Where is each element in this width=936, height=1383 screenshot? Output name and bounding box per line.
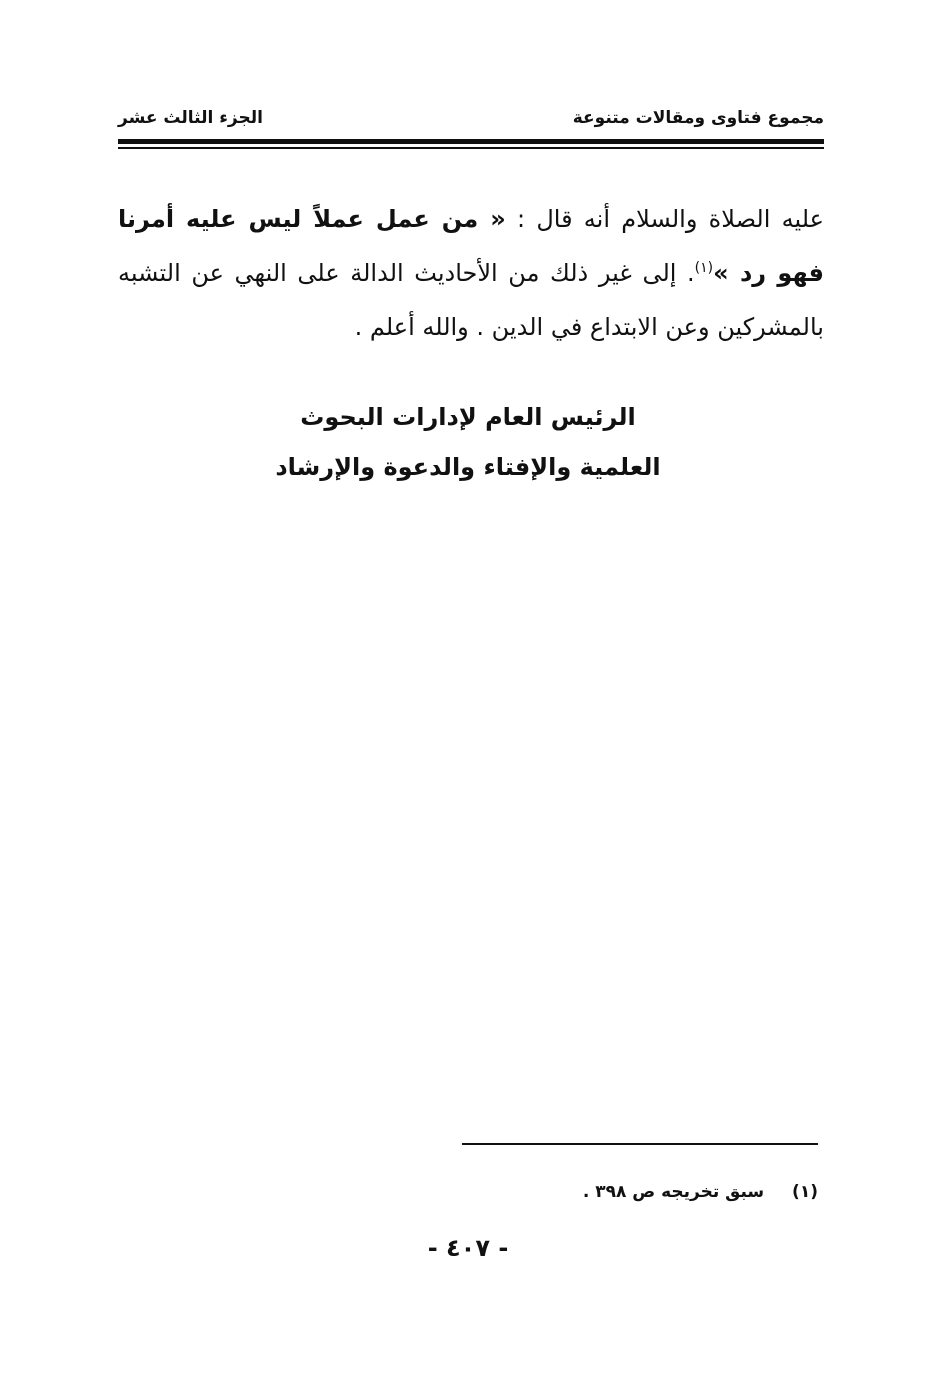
signature-line-1: الرئيس العام لإدارات البحوث (300, 403, 636, 431)
body-text-segment: عليه الصلاة والسلام أنه قال : (505, 205, 824, 233)
header-rule-thick (118, 139, 824, 144)
footnote-separator (462, 1143, 818, 1145)
running-header (118, 108, 824, 138)
book-title: مجموع فتاوى ومقالات متنوعة (572, 108, 824, 128)
body-text-segment: . إلى غير ذلك من الأحاديث الدالة على النهي عن التشبه بالمشركين وعن الابتداع في الدين . والله أعلم . (118, 259, 824, 341)
footnote-marker: (١) (792, 1182, 818, 1202)
hadith-quote: « من عمل عملاً ليس عليه أمرنا فهو رد » (118, 205, 824, 287)
footnote (583, 1182, 818, 1202)
header-rule-thin (118, 147, 824, 149)
page-number: - ٤٠٧ - (427, 1234, 509, 1262)
volume-label: الجزء الثالث عشر (118, 108, 263, 128)
footnote-text: سبق تخريجه ص ٣٩٨ . (582, 1182, 765, 1202)
body-paragraph (118, 192, 824, 354)
footnote-reference[interactable]: (١) (694, 260, 714, 276)
signature-line-2: العلمية والإفتاء والدعوة والإرشاد (275, 453, 661, 481)
signature-block (0, 392, 936, 492)
